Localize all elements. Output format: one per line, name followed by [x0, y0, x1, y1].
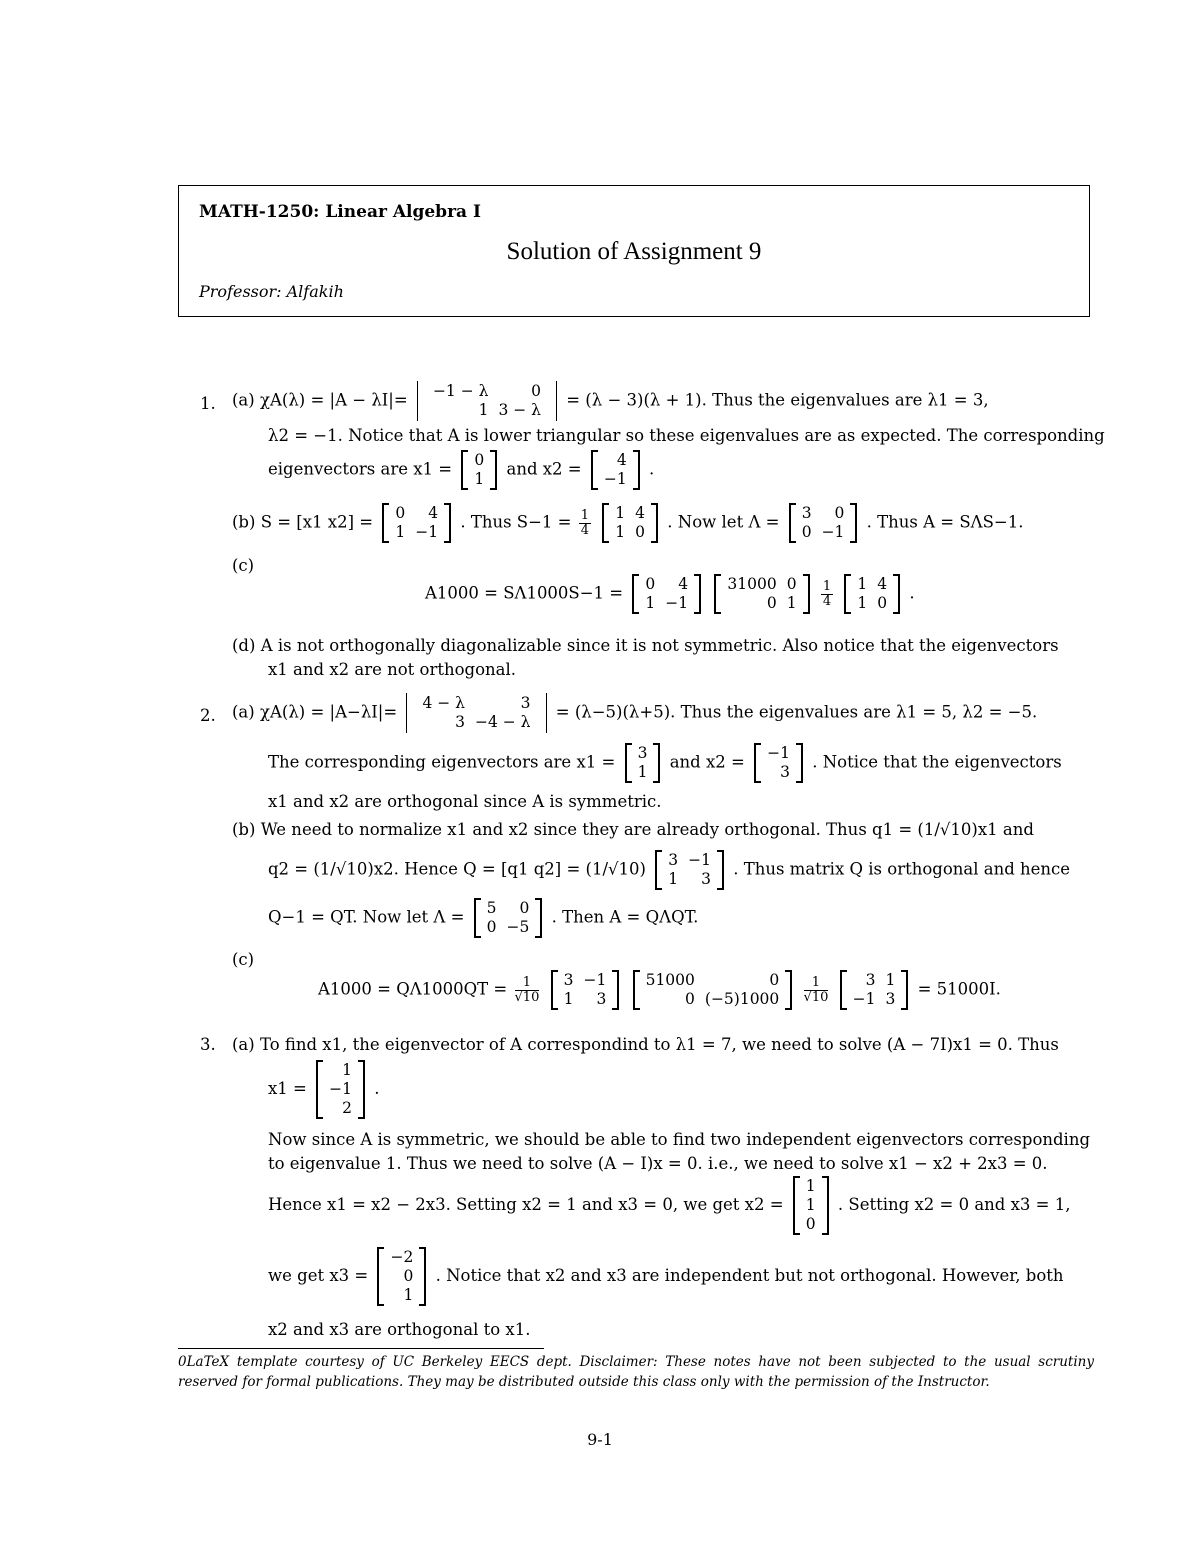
- text: = 51000I.: [917, 979, 1001, 999]
- matrix-entry: 3: [563, 971, 574, 989]
- matrix-entry: 3: [455, 713, 465, 731]
- text: To find x1, the eigenvector of A correspondind to λ1 = 7, we need to solve (A − 7I)x1 = 0. Thus: [259, 1035, 1059, 1054]
- vector-x3: [377, 1247, 426, 1306]
- p2-a-line1: [232, 693, 1037, 733]
- fraction: [579, 509, 591, 538]
- p1-a-line3: [268, 450, 654, 490]
- matrix-Q: [551, 970, 620, 1010]
- matrix-S: [382, 503, 451, 543]
- matrix-entry: 0: [769, 971, 780, 989]
- matrix-entry: −1: [821, 523, 845, 541]
- footnote-rule: [178, 1348, 544, 1349]
- denominator: 4: [822, 593, 832, 609]
- matrix-entry: 0: [786, 575, 797, 593]
- part-label: (a): [232, 702, 255, 722]
- matrix-Q: [655, 850, 724, 890]
- denominator: √10: [803, 989, 829, 1005]
- matrix-entry: −4 − λ: [474, 713, 531, 731]
- text: .: [649, 459, 655, 479]
- text: eigenvectors are x1 =: [268, 459, 453, 479]
- p2-b-line2: [268, 850, 1070, 890]
- problem-number: 1.: [200, 394, 216, 413]
- vector-x2: [754, 743, 803, 783]
- matrix-lambda: [474, 898, 543, 938]
- professor-name: Professor: Alfakih: [199, 282, 344, 301]
- p3-a-line3: Now since A is symmetric, we should be able to find two independent eigenvectors corresponding: [268, 1130, 1091, 1149]
- matrix-entry: 3: [668, 851, 679, 869]
- p3-a-line4: to eigenvalue 1. Thus we need to solve (A − I)x = 0. i.e., we need to solve x1 − x2 + 2x3 = 0.: [268, 1154, 1048, 1173]
- p1-a-line2: λ2 = −1. Notice that A is lower triangular so these eigenvalues are as expected. The corresponding: [268, 426, 1105, 445]
- document-title: Solution of Assignment 9: [506, 238, 762, 265]
- matrix-entry: 3: [637, 744, 648, 762]
- matrix-entry: 1: [805, 1177, 816, 1195]
- matrix-entry: 1: [805, 1196, 816, 1214]
- matrix-entry: 1: [786, 594, 797, 612]
- matrix-entry: 3: [520, 694, 531, 712]
- vector-x1: [316, 1060, 365, 1119]
- matrix-entry: −1: [665, 594, 689, 612]
- p3-a-line6: [268, 1247, 1064, 1306]
- text: χA(λ) = |A−λI|=: [259, 702, 398, 722]
- matrix-entry: −2: [390, 1248, 414, 1266]
- p2-b-line3: [268, 898, 698, 938]
- matrix-entry: 3: [596, 990, 607, 1008]
- matrix-entry: 0: [685, 990, 695, 1008]
- matrix-entry: 1: [478, 401, 489, 419]
- text: A is not orthogonally diagonalizable since it is not symmetric. Also notice that the eigenvectors: [260, 636, 1059, 655]
- vector-x2: [793, 1176, 829, 1235]
- part-label: (c): [232, 950, 255, 969]
- p3-a-line7: x2 and x3 are orthogonal to x1.: [268, 1320, 531, 1339]
- matrix-entry: 1: [342, 1061, 352, 1079]
- text: Hence x1 = x2 − 2x3. Setting x2 = 1 and x3 = 0, we get x2 =: [268, 1195, 784, 1214]
- p1-d-line2: x1 and x2 are not orthogonal.: [268, 660, 517, 679]
- matrix-entry: 0: [801, 523, 812, 541]
- matrix-entry: 0: [531, 382, 541, 400]
- matrix-entry: −1: [583, 971, 607, 989]
- vector-x2: [591, 450, 640, 490]
- text: The corresponding eigenvectors are x1 =: [268, 752, 616, 772]
- part-label: (b): [232, 820, 256, 839]
- matrix-entry: 4: [877, 575, 888, 593]
- matrix-entry: −1: [329, 1080, 352, 1098]
- course-title: MATH-1250: Linear Algebra I: [199, 202, 481, 222]
- p1-a-line1: [232, 381, 989, 421]
- matrix-entry: 4: [678, 575, 689, 593]
- matrix-entry: 3: [780, 763, 790, 781]
- p1-b-line: [232, 503, 1023, 543]
- determinant: [417, 381, 557, 421]
- matrix-entry: 1: [403, 1286, 414, 1304]
- matrix-entry: 3: [701, 870, 711, 888]
- p2-c-equation: [318, 970, 1001, 1010]
- matrix-entry: 0: [766, 594, 777, 612]
- matrix-lambda: [789, 503, 858, 543]
- p2-a-line2: [268, 743, 1062, 783]
- p2-b-line1: [232, 820, 1034, 840]
- p1-c-equation: [425, 574, 915, 614]
- text: .: [374, 1079, 380, 1098]
- char-poly-rhs: = (λ − 3)(λ + 1). Thus the eigenvalues are λ1 = 3,: [566, 390, 989, 410]
- matrix-entry: 4: [428, 504, 439, 522]
- vector-x1: [625, 743, 661, 783]
- numerator: 1: [804, 976, 829, 991]
- matrix-entry: 1: [563, 990, 574, 1008]
- matrix-entry: −1: [603, 470, 627, 488]
- matrix-Q-transpose: [840, 970, 909, 1010]
- part-label: (a): [232, 1035, 255, 1054]
- text: x1 =: [268, 1079, 307, 1098]
- matrix-entry: 1: [615, 504, 626, 522]
- text: We need to normalize x1 and x2 since they are already orthogonal. Thus q1 = (1/√10)x1 and: [260, 820, 1034, 839]
- problem-number: 3.: [200, 1035, 216, 1054]
- matrix-entry: 3 − λ: [498, 401, 541, 419]
- p3-a-line5: [268, 1176, 1070, 1235]
- text: A1000 = QΛ1000QT =: [318, 979, 508, 999]
- matrix-entry: 3: [865, 971, 876, 989]
- char-poly-lhs: χA(λ) = |A − λI|=: [259, 390, 408, 410]
- matrix-entry: 5: [486, 899, 497, 917]
- matrix-entry: 2: [342, 1099, 352, 1117]
- text: . Thus A = SΛS−1.: [866, 512, 1024, 532]
- text: . Notice that x2 and x3 are independent but not orthogonal. However, both: [435, 1266, 1064, 1285]
- problem-number: 2.: [200, 706, 216, 725]
- text: and x2 =: [669, 752, 745, 772]
- matrix-entry: 1: [474, 470, 485, 488]
- text: = (λ−5)(λ+5). Thus the eigenvalues are λ1 = 5, λ2 = −5.: [555, 702, 1038, 722]
- fraction: [515, 976, 540, 1005]
- matrix-entry: −1: [767, 744, 790, 762]
- matrix-entry: 0: [635, 523, 646, 541]
- denominator: 4: [580, 522, 590, 538]
- matrix-entry: 0: [474, 451, 485, 469]
- matrix-entry: 1: [885, 971, 896, 989]
- matrix-entry: 3: [885, 990, 896, 1008]
- p3-a-x1: [268, 1060, 379, 1119]
- part-label: (b): [232, 512, 256, 532]
- fraction: [821, 580, 833, 609]
- matrix-S-inverse: [844, 574, 900, 614]
- matrix-entry: 4: [616, 451, 627, 469]
- p2-a-line3: x1 and x2 are orthogonal since A is symmetric.: [268, 792, 662, 811]
- footnote: 0LaTeX template courtesy of UC Berkeley EECS dept. Disclaimer: These notes have not been subjected to the usual scrutiny reserved for formal publications. They may be distributed outside this class only with the permission of the Instructor.: [178, 1354, 1094, 1390]
- matrix-entry: 4: [635, 504, 646, 522]
- header-box: [178, 185, 1090, 317]
- matrix-entry: 0: [805, 1215, 816, 1233]
- matrix-entry: 1: [637, 763, 648, 781]
- text: . Then A = QΛQT.: [551, 907, 699, 927]
- matrix-entry: 4 − λ: [422, 694, 465, 712]
- p3-a-line1: [232, 1035, 1059, 1055]
- matrix-entry: −1: [688, 851, 711, 869]
- matrix-entry: 0: [486, 918, 497, 936]
- part-label: (a): [232, 390, 255, 410]
- matrix-S-inverse: [602, 503, 658, 543]
- matrix-entry: 0: [877, 594, 888, 612]
- p1-d-line1: [232, 636, 1059, 656]
- numerator: 1: [822, 578, 832, 594]
- text: S = [x1 x2] =: [260, 512, 374, 532]
- matrix-entry: 1: [615, 523, 626, 541]
- numerator: 1: [580, 507, 590, 523]
- matrix-entry: 1: [857, 575, 868, 593]
- matrix-lambda-power: [633, 970, 793, 1010]
- matrix-entry: −1: [415, 523, 439, 541]
- matrix-entry: 1: [395, 523, 406, 541]
- numerator: 1: [515, 976, 540, 991]
- matrix-entry: 3: [801, 504, 812, 522]
- text: . Thus matrix Q is orthogonal and hence: [733, 859, 1071, 879]
- matrix-entry: 51000: [645, 971, 695, 989]
- text: A1000 = SΛ1000S−1 =: [425, 583, 624, 603]
- matrix-entry: 1: [668, 870, 679, 888]
- fraction: [804, 976, 829, 1005]
- text: and x2 =: [506, 459, 582, 479]
- part-label: (c): [232, 556, 255, 575]
- matrix-entry: 0: [834, 504, 845, 522]
- text: . Now let Λ =: [667, 512, 780, 532]
- text: . Setting x2 = 0 and x3 = 1,: [837, 1195, 1071, 1214]
- matrix-entry: 31000: [727, 575, 777, 593]
- matrix-entry: 1: [645, 594, 656, 612]
- matrix-lambda-power: [714, 574, 809, 614]
- matrix-entry: 0: [403, 1267, 414, 1285]
- matrix-entry: 0: [395, 504, 406, 522]
- matrix-entry: −1: [852, 990, 876, 1008]
- matrix-entry: (−5)1000: [704, 990, 780, 1008]
- matrix-entry: 0: [519, 899, 530, 917]
- matrix-entry: 0: [645, 575, 656, 593]
- text: . Thus S−1 =: [460, 512, 572, 532]
- part-label: (d): [232, 636, 256, 655]
- denominator: √10: [514, 989, 540, 1005]
- determinant: [406, 693, 546, 733]
- text: we get x3 =: [268, 1266, 369, 1285]
- matrix-S: [632, 574, 701, 614]
- matrix-entry: −1 − λ: [432, 382, 489, 400]
- text: .: [909, 583, 915, 603]
- text: . Notice that the eigenvectors: [812, 752, 1062, 772]
- text: Q−1 = QT. Now let Λ =: [268, 907, 465, 927]
- page-number: 9-1: [587, 1430, 613, 1449]
- matrix-entry: −5: [506, 918, 530, 936]
- vector-x1: [461, 450, 497, 490]
- text: q2 = (1/√10)x2. Hence Q = [q1 q2] = (1/√10): [268, 859, 646, 879]
- matrix-entry: 1: [857, 594, 868, 612]
